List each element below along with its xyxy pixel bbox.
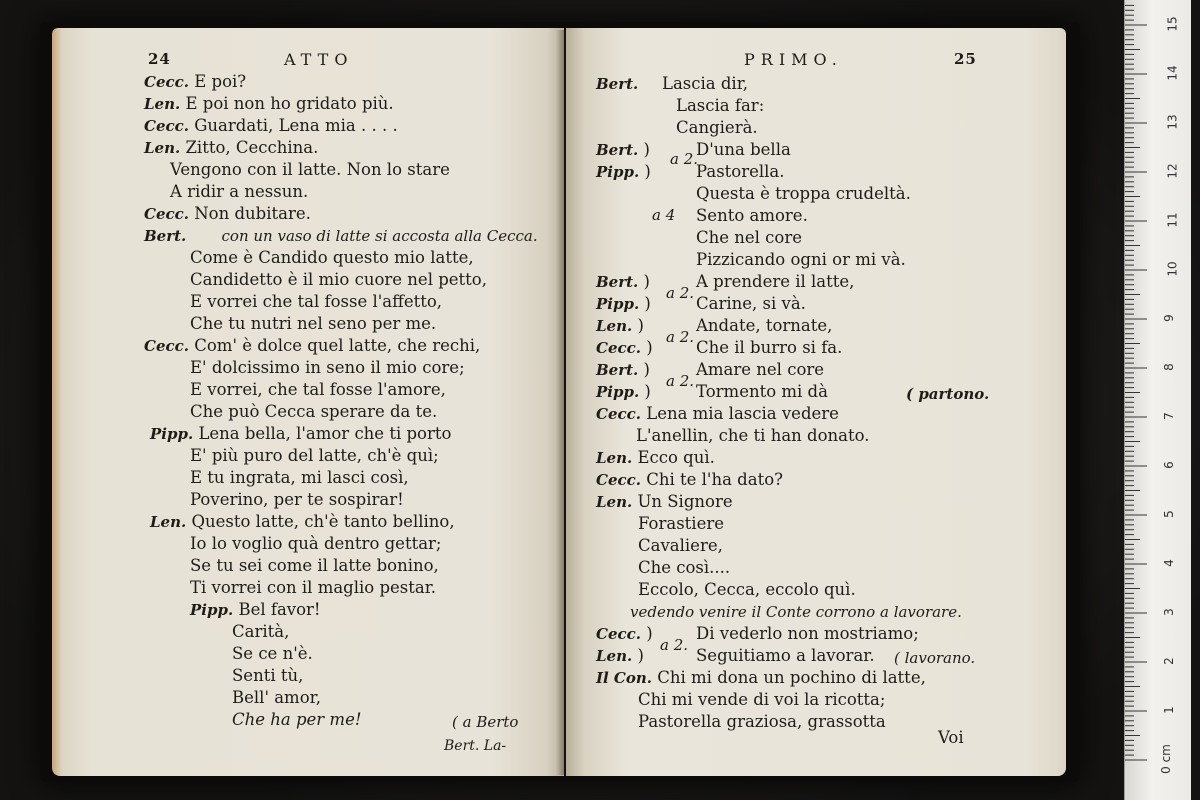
text-line: Cecc. Guardati, Lena mia . . . . [144,116,398,135]
text-line: E tu ingrata, mi lasci così, [190,468,409,487]
text-line: Come è Candido questo mio latte, [190,248,474,267]
text-line: Che può Cecca sperare da te. [190,402,438,421]
brace-label: a 2. [660,636,689,654]
text-line: Di vederlo non mostriamo; [696,624,919,643]
ruler-number: 2 [1161,657,1176,665]
text-line: Amare nel core [696,360,825,379]
page-number-left: 24 [148,50,171,68]
text-line: Bell' amor, [232,688,321,707]
text-line: Pipp. ) [596,382,651,401]
text-line: Bert. Lascia dir, [596,74,749,93]
text-line: D'una bella [696,140,791,159]
ruler-number: 14 [1165,65,1180,81]
text-line: Candidetto è il mio cuore nel petto, [190,270,487,289]
ruler-ticks [1125,0,1191,800]
text-line: Cecc. Com' è dolce quel latte, che rechi, [144,336,481,355]
stage-direction: vedendo venire il Conte corrono a lavorare. [630,603,962,621]
ruler-number: 11 [1165,212,1180,228]
text-line: Len. Zitto, Cecchina. [144,138,319,157]
text-line: Bert. ) [596,272,650,291]
text-line: Che ha per me! [232,710,362,729]
text-line: Sento amore. [696,206,808,225]
brace-label: a 2. [666,328,695,346]
text-line: Seguitiamo a lavorar. [696,646,875,665]
page-number-right: 25 [954,50,977,68]
text-line: Che nel core [696,228,803,247]
stage-direction: ( lavorano. [894,649,976,667]
text-line: Senti tù, [232,666,304,685]
text-line: Pizzicando ogni or mi và. [696,250,906,269]
brace-label: a 2. [666,284,695,302]
text-line: Tormento mi dà [696,382,828,401]
text-line: Cangierà. [676,118,758,137]
text-line: Cecc. Chi te l'ha dato? [596,470,783,489]
text-line: Len. Questo latte, ch'è tanto bellino, [150,512,455,531]
ruler-number: 4 [1161,559,1176,567]
text-line: E' più puro del latte, ch'è quì; [190,446,439,465]
text-line: Forastiere [638,514,724,533]
text-line: Che il burro si fa. [696,338,843,357]
text-line: Poverino, per te sospirar! [190,490,404,509]
text-line: Eccolo, Cecca, eccolo quì. [638,580,856,599]
text-line: E vorrei, che tal fosse l'amore, [190,380,446,399]
ruler-number: 1 [1161,706,1176,714]
text-line: Pipp. ) [596,162,651,181]
ruler-number: 9 [1161,314,1176,322]
text-line: Che tu nutri nel seno per me. [190,314,437,333]
text-line: Il Con. Chi mi dona un pochino di latte, [596,668,926,687]
text-line: Pipp. Bel favor! [190,600,321,619]
ruler-number: 10 [1165,261,1180,277]
text-line: E' dolcissimo in seno il mio core; [190,358,465,377]
text-line: Andate, tornate, [696,316,833,335]
text-line: Io lo voglio quà dentro gettar; [190,534,442,553]
text-line: Len. ) [596,646,644,665]
brace-label: a 4 [652,206,676,224]
text-line: Bert. ) [596,140,650,159]
text-line: Pipp. ) [596,294,651,313]
text-line: Se tu sei come il latte bonino, [190,556,439,575]
text-line: Carine, si và. [696,294,806,313]
brace-label: a 2. [666,372,695,390]
text-line: Cecc. Lena mia lascia vedere [596,404,839,423]
text-line: Vengono con il latte. Non lo stare [170,160,450,179]
text-line: Len. Ecco quì. [596,448,715,467]
ruler-number: 7 [1161,412,1176,420]
ruler-unit-label: 0 cm [1158,744,1173,774]
catchword: Bert. La- [444,738,507,754]
stage-direction: con un vaso di latte si accosta alla Cecca. [221,227,538,245]
text-line: Se ce n'è. [232,644,313,663]
ruler-number: 12 [1165,163,1180,179]
text-line: Pastorella. [696,162,785,181]
text-line: Bert. ) [596,360,650,379]
catchword: Voi [938,728,964,747]
measurement-ruler [1124,0,1191,800]
text-line: A prendere il latte, [696,272,855,291]
text-line: Len. Un Signore [596,492,733,511]
text-line: Cavaliere, [638,536,723,555]
left-page [52,28,564,776]
text-line: Len. E poi non ho gridato più. [144,94,394,113]
text-line: Pipp. Lena bella, l'amor che ti porto [150,424,452,443]
brace-label: a 2. [670,150,699,168]
ruler-number: 13 [1165,114,1180,130]
text-line: Cecc. E poi? [144,72,247,91]
text-line: Ti vorrei con il maglio pestar. [190,578,437,597]
text-line: L'anellin, che ti han donato. [636,426,870,445]
ruler-number: 5 [1161,510,1176,518]
stage-direction: ( partono. [906,385,990,403]
text-line: Cecc. Non dubitare. [144,204,311,223]
right-page [566,28,1066,776]
ruler-number: 3 [1161,608,1176,616]
text-line: Pastorella graziosa, grassotta [638,712,886,731]
text-line: Bert. con un vaso di latte si accosta alla Cecca. [144,227,538,245]
text-line: Che così.... [638,558,731,577]
running-head-right: PRIMO. [744,50,843,69]
ruler-number: 8 [1161,363,1176,371]
ruler-number: 6 [1161,461,1176,469]
text-line: E vorrei che tal fosse l'affetto, [190,292,443,311]
text-line: Cecc. ) [596,624,653,643]
stage-direction: ( a Berto [452,713,519,731]
running-head-left: ATTO [284,50,354,69]
ruler-number: 15 [1165,16,1180,32]
text-line: Questa è troppa crudeltà. [696,184,911,203]
text-line: Chi mi vende di voi la ricotta; [638,690,886,709]
text-line: Cecc. ) [596,338,653,357]
text-line: Carità, [232,622,290,641]
text-line: Len. ) [596,316,644,335]
text-line: A ridir a nessun. [170,182,309,201]
text-line: Lascia far: [676,96,765,115]
